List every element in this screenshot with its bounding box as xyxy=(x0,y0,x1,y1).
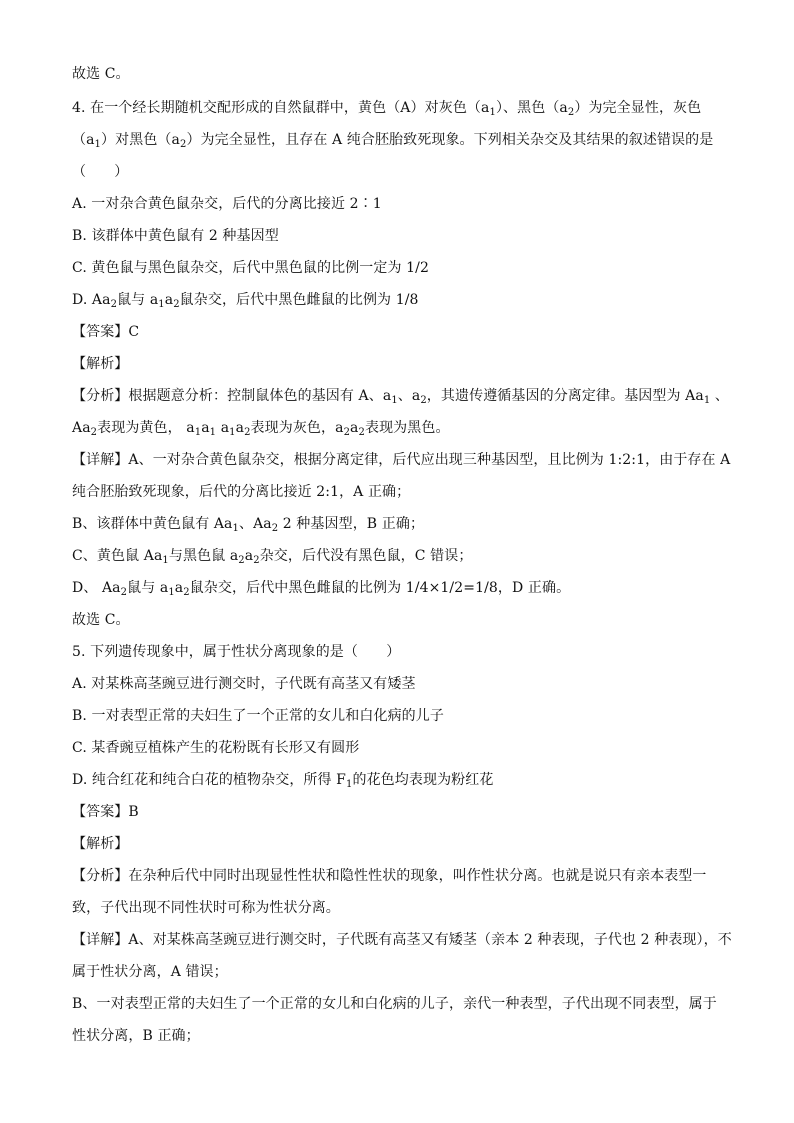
text-run: 、Aa xyxy=(238,516,272,532)
text-run: 【答案】C xyxy=(72,324,140,340)
subscript: 2 xyxy=(253,555,260,566)
question-4-stem-line-1 xyxy=(72,98,701,118)
text-run: 性状分离，B 正确； xyxy=(72,1028,200,1044)
text-run: 【详解】A、一对杂合黄色鼠杂交，根据分离定律，后代应出现三种基因型，且比例为 1:2:1，由于存在 A xyxy=(72,452,731,468)
question-4-option-c xyxy=(72,258,429,278)
question-5-option-c xyxy=(72,738,359,758)
text-run: D. 纯合红花和纯合白花的植物杂交，所得 F xyxy=(72,772,346,788)
text-run: 【分析】在杂种后代中同时出现显性性状和隐性性状的现象，叫作性状分离。也就是说只有亲本表型一 xyxy=(72,868,707,884)
text-run: 、a xyxy=(397,388,421,404)
subscript: 1 xyxy=(162,555,169,566)
text-run: a xyxy=(350,420,359,436)
text-run: 【分析】根据题意分析：控制鼠体色的基因有 A、a xyxy=(72,388,392,404)
subscript: 1 xyxy=(391,395,398,406)
question-4-detail-line-4 xyxy=(72,546,472,566)
text-run: 4. 在一个经长期随机交配形成的自然鼠群中，黄色（A）对灰色（a xyxy=(72,100,490,116)
question-5-option-b xyxy=(72,706,444,726)
question-5-analysis-heading xyxy=(72,834,128,854)
text-run: B. 该群体中黄色鼠有 2 种基因型 xyxy=(72,228,279,244)
text-run: C. 黄色鼠与黑色鼠杂交，后代中黑色鼠的比例一定为 1/2 xyxy=(72,260,429,276)
text-run: D、 Aa xyxy=(72,580,121,596)
subscript: 1 xyxy=(229,427,236,438)
question-5-detail-line-1 xyxy=(72,930,732,950)
question-4-detail-line-2 xyxy=(72,482,410,502)
question-4-analysis-line-2 xyxy=(72,418,450,438)
text-run: B、该群体中黄色鼠有 Aa xyxy=(72,516,233,532)
text-run: 表现为灰色，a xyxy=(250,420,344,436)
text-run: 【答案】B xyxy=(72,804,139,820)
text-run: 表现为黄色， a xyxy=(97,420,195,436)
subscript: 2 xyxy=(120,587,128,598)
subscript: 2 xyxy=(244,427,251,438)
question-5-analysis-line-1 xyxy=(72,866,707,886)
text-run: 5. 下列遗传现象中，属于性状分离现象的是（ ） xyxy=(72,644,401,660)
text-run: ）为完全显性，且存在 A 纯合胚胎致死现象。下列相关杂交及其结果的叙述错误的是 xyxy=(186,132,714,148)
text-run: 表现为黑色。 xyxy=(364,420,450,436)
text-run: 致，子代出现不同性状时可称为性状分离。 xyxy=(72,900,340,916)
question-4-detail-line-5 xyxy=(72,578,570,598)
text-run: 纯合胚胎致死现象，后代的分离比接近 2:1，A 正确； xyxy=(72,484,411,500)
question-4-option-b xyxy=(72,226,279,246)
question-4-option-a xyxy=(72,194,382,214)
text-run: 杂交，后代没有黑色鼠，C 错误； xyxy=(259,548,473,564)
text-run: 的花色均表现为粉红花 xyxy=(352,772,494,788)
subscript: 1 xyxy=(232,523,239,534)
question-4-bracket xyxy=(72,162,128,182)
subscript: 2 xyxy=(179,139,187,150)
question-5-answer xyxy=(72,802,139,822)
text-run: 2 种基因型，B 正确； xyxy=(278,516,425,532)
subscript: 2 xyxy=(173,299,180,310)
text-line xyxy=(72,64,130,84)
text-run: A. 对某株高茎豌豆进行测交时，子代既有高茎又有矮茎 xyxy=(72,676,416,692)
question-4-detail-line-1 xyxy=(72,450,730,470)
subscript: 2 xyxy=(567,107,575,118)
subscript: 1 xyxy=(194,427,202,438)
text-run: ）对黑色（a xyxy=(101,132,180,148)
subscript: 1 xyxy=(158,299,165,310)
text-run: C. 某香豌豆植株产生的花粉既有长形又有圆形 xyxy=(72,740,360,756)
subscript: 1 xyxy=(489,107,496,118)
question-4-conclusion xyxy=(72,610,130,630)
question-5-detail-line-4 xyxy=(72,1026,200,1046)
subscript: 1 xyxy=(94,139,102,150)
text-run: Aa xyxy=(72,420,91,436)
subscript: 1 xyxy=(209,427,217,438)
question-5-option-d xyxy=(72,770,493,790)
text-run: C、黄色鼠 Aa xyxy=(72,548,163,564)
text-run: B. 一对表型正常的夫妇生了一个正常的女儿和白化病的儿子 xyxy=(72,708,444,724)
subscript: 2 xyxy=(420,395,427,406)
question-5-option-a xyxy=(72,674,416,694)
subscript: 2 xyxy=(110,299,118,310)
text-run: a xyxy=(244,548,254,564)
text-run: 鼠与 a xyxy=(117,292,159,308)
question-4-analysis-heading xyxy=(72,354,128,374)
subscript: 2 xyxy=(90,427,98,438)
subscript: 2 xyxy=(238,555,245,566)
question-4-stem-line-2 xyxy=(72,130,713,150)
text-run: D. Aa xyxy=(72,292,111,308)
subscript: 2 xyxy=(271,523,279,534)
question-5-detail-line-2 xyxy=(72,962,228,982)
text-run: a xyxy=(174,580,184,596)
question-4-analysis-line-1 xyxy=(72,386,729,406)
question-4-answer xyxy=(72,322,139,342)
text-run: a xyxy=(164,292,174,308)
question-5-detail-line-3 xyxy=(72,994,717,1014)
question-5-analysis-line-2 xyxy=(72,898,340,918)
text-run: ）为完全显性，灰色 xyxy=(574,100,702,116)
text-run: 【解析】 xyxy=(72,356,129,372)
question-5-stem xyxy=(72,642,400,662)
subscript: 2 xyxy=(343,427,351,438)
text-run: 与黑色鼠 a xyxy=(168,548,239,564)
question-4-option-d xyxy=(72,290,419,310)
text-run: 属于性状分离，A 错误； xyxy=(72,964,228,980)
subscript: 2 xyxy=(358,427,365,438)
text-run: ，其遗传遵循基因的分离定律。基因型为 Aa xyxy=(426,388,704,404)
text-run: 【详解】A、对某株高茎豌豆进行测交时，子代既有高茎又有矮茎（亲本 2 种表现，子代也 2 种表现），不 xyxy=(72,932,732,948)
text-run: a xyxy=(235,420,245,436)
text-run: ）、黑色（a xyxy=(495,100,568,116)
text-run: 故选 C。 xyxy=(72,66,130,82)
text-run: 鼠杂交，后代中黑色雌鼠的比例为 1/8 xyxy=(179,292,419,308)
text-run: （a xyxy=(72,132,95,148)
text-run: B、一对表型正常的夫妇生了一个正常的女儿和白化病的儿子，亲代一种表型，子代出现不同表型，属于 xyxy=(72,996,717,1012)
subscript: 2 xyxy=(183,587,190,598)
subscript: 1 xyxy=(703,395,711,406)
text-run: A. 一对杂合黄色鼠杂交，后代的分离比接近 2∶1 xyxy=(72,196,382,212)
subscript: 1 xyxy=(168,587,175,598)
text-run: 鼠杂交，后代中黑色雌鼠的比例为 1/4×1/2=1/8，D 正确。 xyxy=(189,580,571,596)
text-run: 鼠与 a xyxy=(127,580,169,596)
question-4-detail-line-3 xyxy=(72,514,424,534)
text-run: a xyxy=(201,420,210,436)
text-run: a xyxy=(216,420,230,436)
text-run: 故选 C。 xyxy=(72,612,130,628)
text-run: 、 xyxy=(710,388,729,404)
subscript: 1 xyxy=(346,779,353,790)
text-run: 【解析】 xyxy=(72,836,129,852)
text-run: （ ） xyxy=(72,164,129,180)
